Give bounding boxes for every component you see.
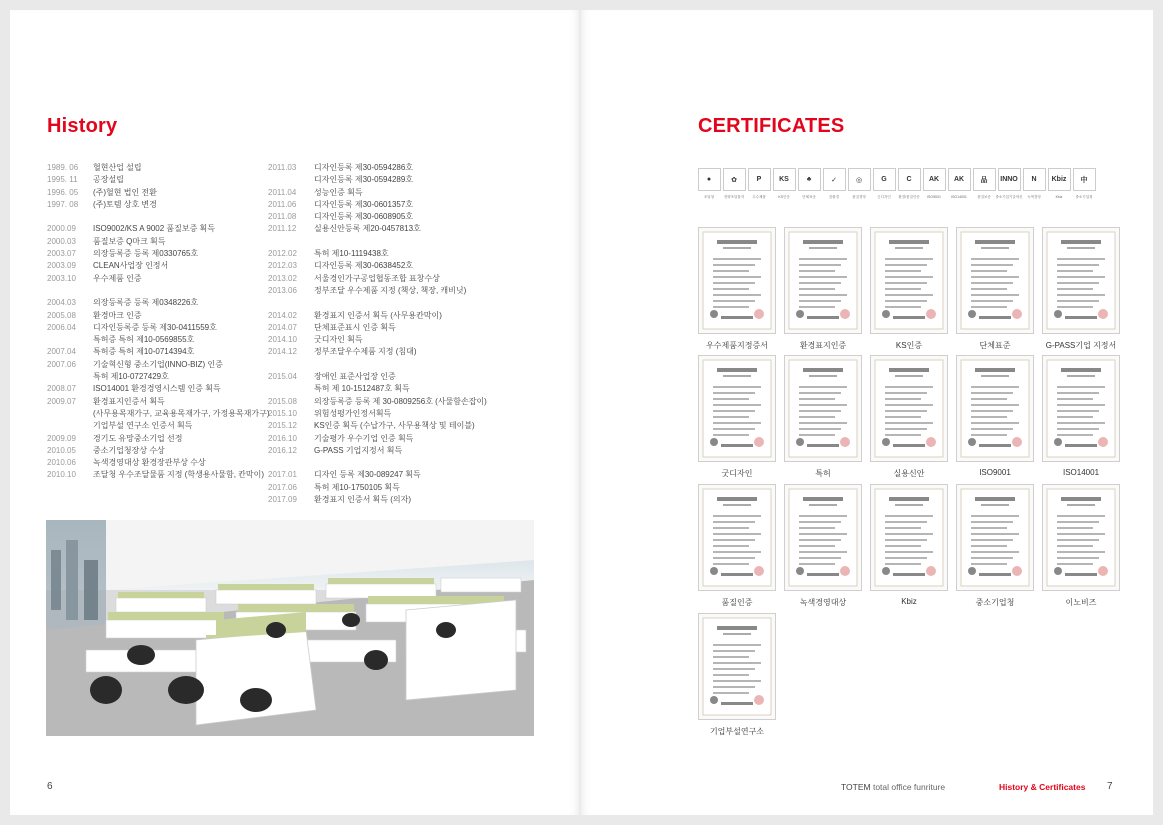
right-page-number: 7 <box>1107 781 1113 792</box>
logo-mark-icon: G <box>873 168 896 191</box>
certification-logo <box>797 168 821 200</box>
history-year: 2016.12 <box>268 445 297 455</box>
certificate-document-image <box>870 484 948 591</box>
history-text: 조달청 우수조달물품 지정 (학생용사물함, 칸막이) <box>93 470 264 480</box>
history-text: 중소기업청장상 수상 <box>93 445 165 455</box>
certification-logo <box>722 168 746 200</box>
history-entry <box>47 322 270 334</box>
history-spacer <box>268 457 487 469</box>
history-entry <box>268 494 487 506</box>
history-text: (주)토템 상호 변경 <box>93 199 157 209</box>
certificate-document-image <box>698 484 776 591</box>
history-year: 2011.08 <box>268 212 297 222</box>
certificate-card <box>870 355 948 479</box>
certificate-document-image <box>1042 484 1120 591</box>
history-year: 2016.10 <box>268 433 297 443</box>
history-year: 2015.12 <box>268 421 297 431</box>
history-year: 2015.04 <box>268 372 297 382</box>
logo-mark-icon: AK <box>923 168 946 191</box>
logo-mark-icon: AK <box>948 168 971 191</box>
history-year: 2005.08 <box>47 310 76 320</box>
history-year: 2014.10 <box>268 335 297 345</box>
history-text: 특허 제10-1119438호 <box>314 249 389 259</box>
history-entry <box>268 346 487 358</box>
certificate-card <box>870 484 948 606</box>
certificate-caption: KS인증 <box>895 341 923 350</box>
certificate-document-image <box>698 613 776 720</box>
history-text: 기업부설 연구소 인증서 획득 <box>93 421 193 431</box>
history-year: 2017.09 <box>268 495 297 505</box>
certificate-card <box>1042 484 1120 608</box>
certification-logo <box>872 168 896 200</box>
history-entry <box>47 334 270 346</box>
history-text: 경기도 유망중소기업 선정 <box>93 433 183 443</box>
history-entry <box>268 273 487 285</box>
certification-logo <box>1047 168 1071 200</box>
history-entry <box>268 223 487 235</box>
logo-caption: ISO9001 <box>927 195 941 199</box>
history-spacer <box>268 297 487 309</box>
logo-mark-icon: INNO <box>998 168 1021 191</box>
history-year: 2004.03 <box>47 298 76 308</box>
history-year: 2011.12 <box>268 224 297 234</box>
certificate-card <box>870 227 948 351</box>
history-year: 2003.10 <box>47 273 76 283</box>
history-text: G-PASS 기업지정서 획득 <box>314 445 403 455</box>
history-text: 디자인등록증 등록 제30-0411559호 <box>93 322 217 332</box>
history-entry <box>268 260 487 272</box>
history-year: 2008.07 <box>47 384 76 394</box>
history-year: 2003.09 <box>47 261 76 271</box>
logo-mark-icon: KS <box>773 168 796 191</box>
history-year: 1989. 06 <box>47 163 79 172</box>
history-entry <box>47 359 270 371</box>
history-spacer <box>268 359 487 371</box>
history-spacer <box>47 285 270 297</box>
history-text: 의장등록증 등록 제0348226호 <box>93 298 199 308</box>
logo-caption: 단체표준 <box>802 195 816 199</box>
certificate-card <box>784 227 862 351</box>
history-year: 2011.03 <box>268 163 297 172</box>
history-text: 특허 제 10-1512487호 획득 <box>314 384 410 394</box>
logo-caption: ISO14001 <box>951 195 967 199</box>
certificate-card <box>1042 355 1120 477</box>
certification-logo <box>922 168 946 200</box>
history-year: 2017.06 <box>268 482 297 492</box>
logo-mark-icon: 中 <box>1073 168 1096 191</box>
logo-caption: 중소기업기술혁신 <box>995 195 1023 199</box>
logo-mark-icon: ✓ <box>823 168 846 191</box>
history-text: 환경표지 인증서 획득 (사무용칸막이) <box>314 310 442 320</box>
certification-logo <box>697 168 721 200</box>
history-entry <box>47 174 270 186</box>
history-entry <box>47 162 270 174</box>
certificate-card <box>698 613 776 737</box>
logo-caption: 조달청 <box>703 195 715 199</box>
history-year: 1996. 05 <box>47 187 79 197</box>
logo-caption: Kbiz <box>1055 195 1063 199</box>
certificate-caption: ISO14001 <box>1062 468 1100 477</box>
certificate-caption: Kbiz <box>901 597 917 606</box>
history-year: 2006.04 <box>47 322 76 332</box>
history-entry <box>47 445 270 457</box>
certification-logo <box>1072 168 1096 200</box>
history-year: 2013.06 <box>268 285 297 295</box>
history-entry <box>47 248 270 260</box>
history-entry <box>268 383 487 395</box>
history-year: 1995. 11 <box>47 175 78 185</box>
history-entry <box>268 322 487 334</box>
certification-logo <box>947 168 971 200</box>
history-entry <box>268 408 487 420</box>
history-text: 서울경인가구공업협동조합 표창수상 <box>314 273 440 283</box>
certificate-card <box>784 484 862 608</box>
history-entry <box>268 334 487 346</box>
history-year: 2017.01 <box>268 470 297 480</box>
certification-logo <box>772 168 796 200</box>
history-entry <box>47 469 270 481</box>
history-year: 2009.09 <box>47 433 76 443</box>
history-entry <box>47 199 270 211</box>
history-text: 의장등록증 등록 제 30-0809256호 (사물함손잡이) <box>314 396 487 406</box>
history-entry <box>268 433 487 445</box>
certificate-card <box>956 227 1034 351</box>
history-entry <box>47 383 270 395</box>
history-entry <box>47 420 270 432</box>
history-spacer <box>268 236 487 248</box>
certificate-card <box>698 227 776 351</box>
history-year <box>47 371 93 383</box>
logo-caption: 우수제품 <box>752 195 766 199</box>
history-entry <box>268 396 487 408</box>
certificate-caption: 굿디자인 <box>721 469 753 478</box>
history-text: 기술평가 우수기업 인증 획득 <box>314 433 414 443</box>
history-year: 2015.10 <box>268 408 297 418</box>
history-year: 2011.06 <box>268 199 297 209</box>
history-text: KS인증 획득 (수납가구, 사무용책상 및 테이블) <box>314 421 475 431</box>
history-text: ISO14001 환경경영시스템 인증 획득 <box>93 384 221 394</box>
certificate-card <box>698 355 776 479</box>
history-entry <box>268 211 487 223</box>
history-year: 2010.06 <box>47 458 76 468</box>
history-text: 디자인등록 제30-0601357호 <box>314 199 414 209</box>
certificate-caption: 녹색경영대상 <box>799 598 847 607</box>
history-text: 디자인등록 제30-0638452호 <box>314 261 414 271</box>
history-year <box>268 383 314 395</box>
history-entry <box>268 482 487 494</box>
certificate-caption: ISO9001 <box>979 468 1011 477</box>
history-year: 2007.06 <box>47 359 76 369</box>
office-interior-photo <box>46 520 534 736</box>
history-text: 디자인등록 제30-0594289호 <box>314 175 414 185</box>
history-text: 혈현산업 설립 <box>93 163 142 172</box>
history-text: 단체표준표시 인증 획득 <box>314 322 396 332</box>
certificate-document-image <box>784 355 862 462</box>
history-entry <box>47 273 270 285</box>
certificate-caption: 단체표준 <box>979 341 1011 350</box>
history-year: 2000.03 <box>47 236 76 246</box>
certificate-document-image <box>784 484 862 591</box>
history-entry <box>268 162 487 174</box>
history-entry <box>268 445 487 457</box>
history-entry <box>47 187 270 199</box>
certification-logo <box>897 168 921 200</box>
logo-mark-icon: ● <box>698 168 721 191</box>
history-year: 2014.12 <box>268 347 297 357</box>
history-year <box>268 174 314 186</box>
history-entry <box>268 285 487 297</box>
history-entry <box>47 236 270 248</box>
logo-caption: 친환경 <box>828 195 840 199</box>
history-text: 디자인등록 제30-0608905호 <box>314 212 414 222</box>
history-entry <box>47 408 270 420</box>
history-year: 2015.08 <box>268 396 297 406</box>
certificate-card <box>956 355 1034 477</box>
history-text: 디자인 등록 제30-089247 획득 <box>314 470 421 480</box>
logo-caption: 중소기업청 <box>1075 195 1093 199</box>
left-page-number: 6 <box>47 781 53 792</box>
history-text: 특허 제10-0727429호 <box>93 372 169 382</box>
certificate-document-image <box>956 484 1034 591</box>
logo-mark-icon: 品 <box>973 168 996 191</box>
certificate-document-image <box>956 227 1034 334</box>
history-text: ISO9002/KS A 9002 품질보증 획득 <box>93 224 215 234</box>
certificate-caption: 이노비즈 <box>1065 598 1097 607</box>
certificate-card <box>784 355 862 479</box>
history-text: 특허 제10-1750105 획득 <box>314 482 400 492</box>
history-entry <box>268 469 487 481</box>
certificates-title: CERTIFICATES <box>698 115 845 137</box>
logo-caption: 녹색경영 <box>1027 195 1041 199</box>
history-text: (주)혈현 법인 전환 <box>93 187 157 197</box>
history-year: 2003.07 <box>47 249 76 259</box>
certificate-caption: 특허 <box>815 469 831 478</box>
history-year <box>47 334 93 346</box>
history-text: 특허증 특허 제10-0569855호 <box>93 335 195 345</box>
history-text: 굿디자인 획득 <box>314 335 363 345</box>
certification-logo <box>822 168 846 200</box>
history-year: 2010.10 <box>47 470 76 480</box>
history-text: 품질보증 Q마크 획득 <box>93 236 166 246</box>
certificate-document-image <box>870 227 948 334</box>
history-year: 2014.02 <box>268 310 297 320</box>
history-text: 공장설립 <box>93 175 124 185</box>
logo-mark-icon: ◎ <box>848 168 871 191</box>
history-year: 2009.07 <box>47 396 76 406</box>
history-entry <box>268 174 487 186</box>
history-text: CLEAN사업장 인정서 <box>93 261 169 271</box>
logo-caption: 환경/품질인증 <box>898 195 920 199</box>
certificate-caption: 실용신안 <box>893 469 925 478</box>
history-title: History <box>47 115 118 137</box>
history-entry <box>268 371 487 383</box>
history-year: 2014.07 <box>268 322 297 332</box>
certificate-caption: 중소기업청 <box>975 598 1015 607</box>
history-entry <box>47 457 270 469</box>
history-year: 2012.03 <box>268 261 297 271</box>
certificate-document-image <box>784 227 862 334</box>
history-column-2 <box>268 162 487 506</box>
certificate-card <box>956 484 1034 608</box>
certification-logo <box>847 168 871 200</box>
history-text: 특허증 특허 제10-0714394호 <box>93 347 195 357</box>
history-text: 환경마크 인증 <box>93 310 142 320</box>
history-entry <box>47 260 270 272</box>
certificate-document-image <box>1042 227 1120 334</box>
history-entry <box>47 396 270 408</box>
logo-mark-icon: ♣ <box>798 168 821 191</box>
history-entry <box>268 187 487 199</box>
certificate-card <box>698 484 776 608</box>
certificate-document-image <box>1042 355 1120 462</box>
history-text: 실용신안등록 제20-0457813호 <box>314 224 421 234</box>
logo-mark-icon: P <box>748 168 771 191</box>
logo-caption: KS인증 <box>778 195 790 199</box>
certificate-caption: 환경표지인증 <box>799 341 847 350</box>
history-spacer <box>47 211 270 223</box>
history-entry <box>47 433 270 445</box>
history-text: 성능인증 획득 <box>314 187 363 197</box>
certificate-card <box>1042 227 1120 351</box>
history-text: 디자인등록 제30-0594286호 <box>314 163 414 172</box>
logo-caption: 전략조달물자 <box>723 195 745 199</box>
history-entry <box>47 297 270 309</box>
certificate-document-image <box>698 355 776 462</box>
history-year: 2007.04 <box>47 347 76 357</box>
certification-logo <box>747 168 771 200</box>
history-entry <box>268 248 487 260</box>
history-text: 장애인 표준사업장 인증 <box>314 372 396 382</box>
history-entry <box>47 346 270 358</box>
certification-logo <box>997 168 1021 200</box>
certificate-caption: 기업부설연구소 <box>709 727 765 736</box>
history-text: 녹색경영대상 환경장관부상 수상 <box>93 458 206 468</box>
brand-name: TOTEM <box>841 782 871 792</box>
history-entry <box>268 420 487 432</box>
logo-caption: 품질경영 <box>852 195 866 199</box>
logo-mark-icon: ✿ <box>723 168 746 191</box>
history-text: 기술혁신형 중소기업(INNO-BIZ) 인증 <box>93 359 223 369</box>
certificate-caption: G-PASS기업 지정서 <box>1045 341 1117 350</box>
history-year: 2012.02 <box>268 249 297 259</box>
history-year <box>47 420 93 432</box>
history-entry <box>47 223 270 235</box>
logo-mark-icon: N <box>1023 168 1046 191</box>
history-column-1 <box>47 162 270 482</box>
history-text: 우수제품 인증 <box>93 273 142 283</box>
history-text: 정부조달우수제품 지정 (침대) <box>314 347 417 357</box>
certificate-caption: 품질인증 <box>721 598 753 607</box>
history-year: 2011.04 <box>268 187 297 197</box>
certification-logos <box>697 168 1096 200</box>
history-text: (사무용목재가구, 교육용목재가구, 가정용목재가구) <box>93 408 270 418</box>
logo-caption: 품질보증 <box>977 195 991 199</box>
history-entry <box>47 310 270 322</box>
history-year: 2000.09 <box>47 224 76 234</box>
logo-mark-icon: C <box>898 168 921 191</box>
certification-logo <box>1022 168 1046 200</box>
history-year <box>47 408 93 420</box>
footer-brand <box>841 782 945 792</box>
history-text: 의장등록증 등록 제0330765호 <box>93 249 199 259</box>
logo-mark-icon: Kbiz <box>1048 168 1071 191</box>
certificate-caption: 우수제품지정증서 <box>706 341 768 350</box>
footer-section-title: History & Certificates <box>999 782 1086 792</box>
certificate-document-image <box>698 227 776 334</box>
certification-logo <box>972 168 996 200</box>
logo-caption: 굿디자인 <box>877 195 891 199</box>
history-entry <box>268 310 487 322</box>
brand-tagline: total office funriture <box>872 782 946 792</box>
certificate-document-image <box>870 355 948 462</box>
history-text: 환경표지인증서 획득 <box>93 396 165 406</box>
history-text: 환경표지 인증서 획득 (의자) <box>314 495 412 505</box>
certificate-document-image <box>956 355 1034 462</box>
history-year: 2010.05 <box>47 445 76 455</box>
history-year: 2013.02 <box>268 273 297 283</box>
history-year: 1997. 08 <box>47 199 79 209</box>
history-text: 정부조달 우수제품 지정 (책상, 책장, 캐비닛) <box>314 285 467 295</box>
history-text: 위험성평가인정서획득 <box>314 408 392 418</box>
history-entry <box>268 199 487 211</box>
history-entry <box>47 371 270 383</box>
